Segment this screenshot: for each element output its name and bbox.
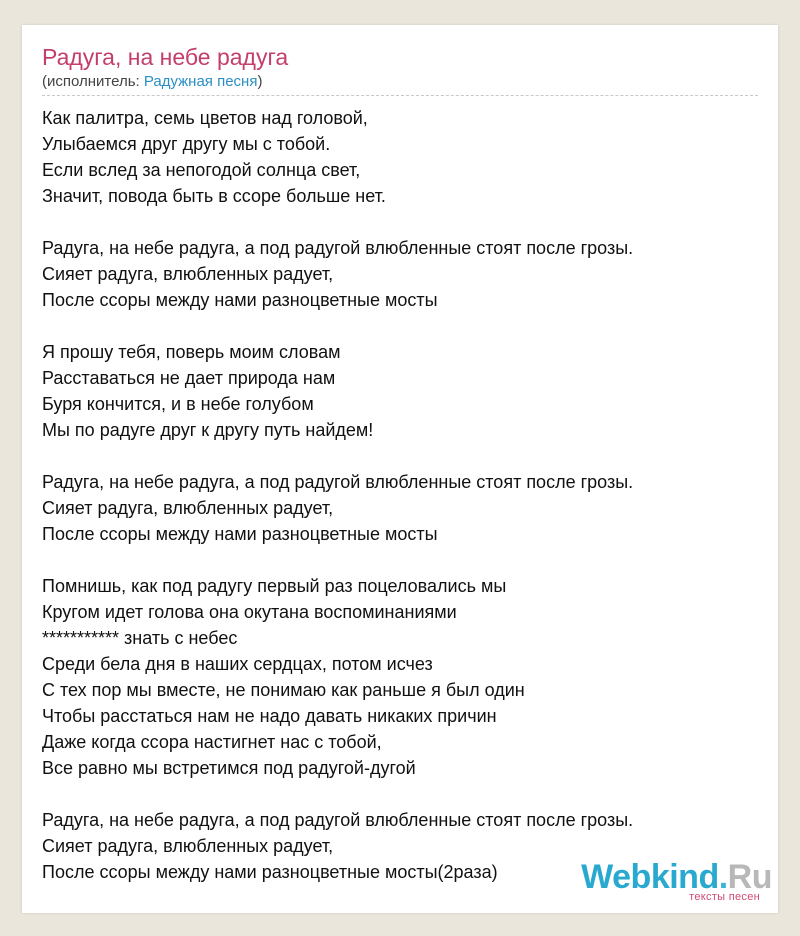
lyrics-line: *********** знать с небес — [42, 628, 238, 648]
lyrics-line: Среди бела дня в наших сердцах, потом исчез — [42, 654, 433, 674]
logo-main-text: Webkind — [581, 858, 719, 896]
lyrics-line: Значит, повода быть в ссоре больше нет. — [42, 186, 386, 206]
lyrics-line: Радуга, на небе радуга, а под радугой влюбленные стоят после грозы. — [42, 238, 634, 258]
lyrics-line: Сияет радуга, влюбленных радует, — [42, 498, 334, 518]
lyrics-line: С тех пор мы вместе, не понимаю как раньше я был один — [42, 680, 525, 700]
lyrics-line: Расставаться не дает природа нам — [42, 368, 336, 388]
lyrics-line: Кругом идет голова она окутана воспоминаниями — [42, 602, 457, 622]
lyrics-line: После ссоры между нами разноцветные мосты — [42, 290, 438, 310]
artist-suffix: ) — [257, 73, 263, 90]
lyrics-line: После ссоры между нами разноцветные мосты — [42, 524, 438, 544]
lyrics-stanza — [42, 469, 758, 547]
lyrics-line: После ссоры между нами разноцветные мосты(2раза) — [42, 862, 498, 882]
artist-prefix: (исполнитель: — [42, 73, 144, 90]
song-title: Радуга, на небе радуга — [42, 44, 289, 70]
site-logo[interactable] — [572, 857, 772, 909]
lyrics-line: Мы по радуге друг к другу путь найдем! — [42, 420, 374, 440]
lyrics-line: Если вслед за непогодой солнца свет, — [42, 160, 361, 180]
lyrics-stanza — [42, 105, 758, 209]
logo-dot: . — [718, 858, 728, 896]
lyrics-line: Как палитра, семь цветов над головой, — [42, 108, 368, 128]
lyrics-stanza — [42, 573, 758, 781]
lyrics-text — [42, 105, 758, 911]
lyrics-line: Я прошу тебя, поверь моим словам — [42, 342, 341, 362]
logo-subtitle: тексты песен — [689, 891, 760, 903]
lyrics-line: Радуга, на небе радуга, а под радугой влюбленные стоят после грозы. — [42, 810, 634, 830]
divider — [42, 95, 758, 96]
logo-suffix-text: Ru — [727, 858, 772, 896]
artist-link[interactable]: Радужная песня — [143, 73, 258, 90]
lyrics-line: Помнишь, как под радугу первый раз поцеловались мы — [42, 576, 507, 596]
lyrics-card — [22, 25, 778, 913]
lyrics-line: Чтобы расстаться нам не надо давать никаких причин — [42, 706, 497, 726]
lyrics-stanza — [42, 235, 758, 313]
lyrics-line: Сияет радуга, влюбленных радует, — [42, 836, 334, 856]
lyrics-line: Даже когда ссора настигнет нас с тобой, — [42, 732, 382, 752]
artist-line — [42, 72, 262, 92]
lyrics-line: Улыбаемся друг другу мы с тобой. — [42, 134, 331, 154]
lyrics-line: Радуга, на небе радуга, а под радугой влюбленные стоят после грозы. — [42, 472, 634, 492]
lyrics-stanza — [42, 339, 758, 443]
lyrics-line: Сияет радуга, влюбленных радует, — [42, 264, 334, 284]
lyrics-line: Все равно мы встретимся под радугой-дугой — [42, 758, 416, 778]
lyrics-line: Буря кончится, и в небе голубом — [42, 394, 314, 414]
